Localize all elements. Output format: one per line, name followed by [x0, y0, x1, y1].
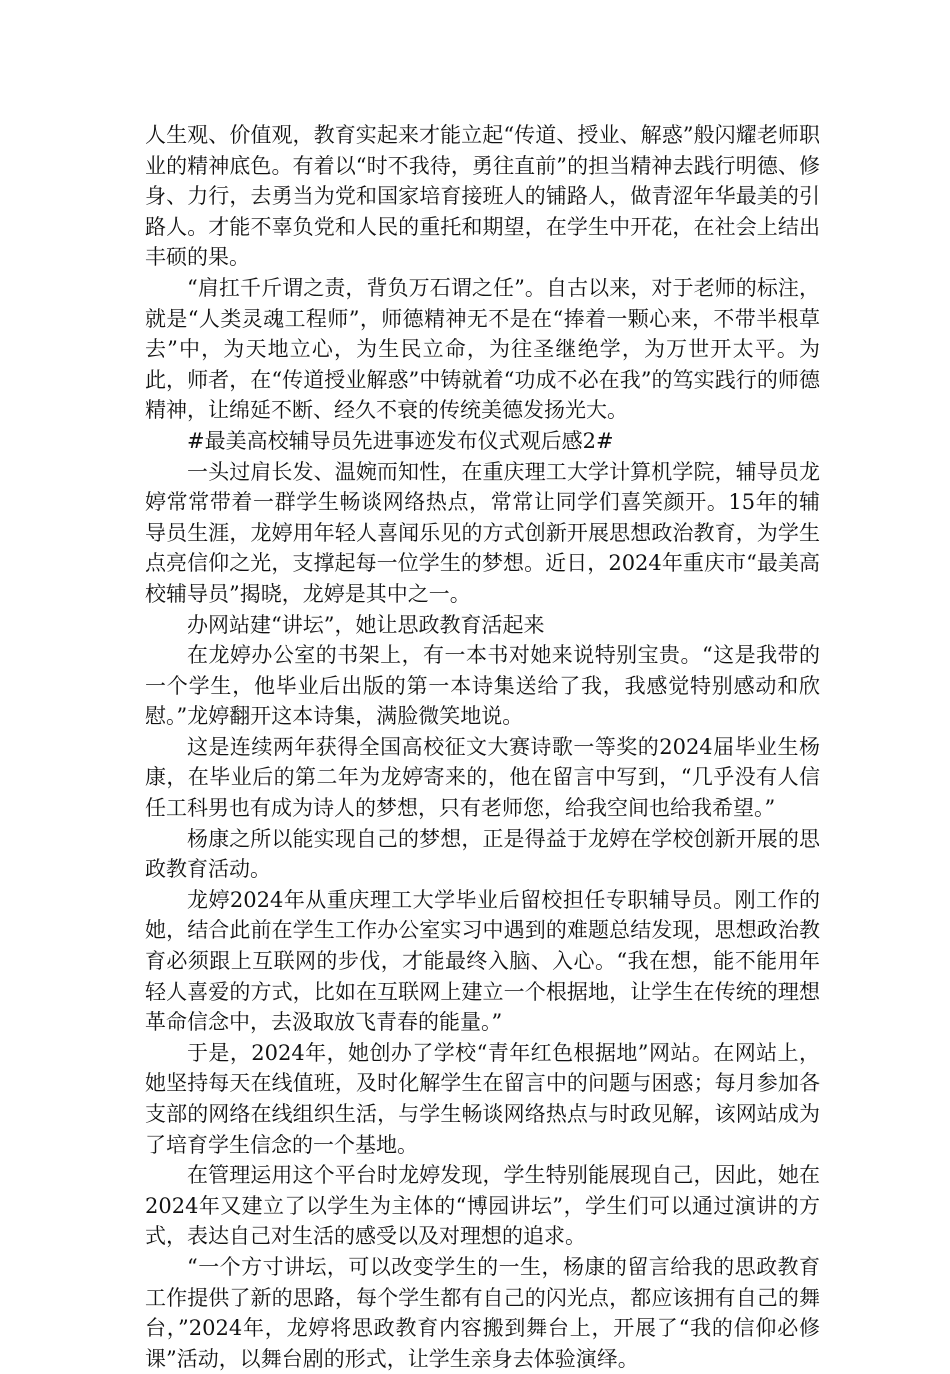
paragraph: 杨康之所以能实现自己的梦想，正是得益于龙婷在学校创新开展的思政教育活动。	[145, 826, 820, 882]
paragraph: 在龙婷办公室的书架上，有一本书对她来说特别宝贵。“这是我带的一个学生，他毕业后出版的第一本诗集送给了我，我感觉特别感动和欣慰。”龙婷翻开这本诗集，满脸微笑地说。	[145, 643, 820, 729]
paragraph: 龙婷2024年从重庆理工大学毕业后留校担任专职辅导员。刚工作的她，结合此前在学生工作办公室实习中遇到的难题总结发现，思想政治教育必须跟上互联网的步伐，才能最终入脑、入心。“我在想，能不能用年轻人喜爱的方式，比如在互联网上建立一个根据地，让学生在传统的理想革命信念中，去汲取放飞青春的能量。”	[145, 887, 820, 1035]
paragraph: “一个方寸讲坛，可以改变学生的一生，杨康的留言给我的思政教育工作提供了新的思路，每个学生都有自己的闪光点，都应该拥有自己的舞台，”2024年，龙婷将思政教育内容搬到舞台上，开展了“我的信仰必修课”活动，以舞台剧的形式，让学生亲身去体验演绎。	[145, 1254, 820, 1371]
paragraph: 人生观、价值观，教育实起来才能立起“传道、授业、解惑”般闪耀老师职业的精神底色。有着以“时不我待，勇往直前”的担当精神去践行明德、修身、力行，去勇当为党和国家培育接班人的铺路人，做青涩年华最美的引路人。才能不辜负党和人民的重托和期望，在学生中开花，在社会上结出丰硕的果。	[145, 123, 820, 270]
paragraph: 这是连续两年获得全国高校征文大赛诗歌一等奖的2024届毕业生杨康，在毕业后的第二年为龙婷寄来的，他在留言中写到，“几乎没有人信任工科男也有成为诗人的梦想，只有老师您，给我空间也给我希望。”	[145, 734, 820, 821]
paragraph: 一头过肩长发、温婉而知性，在重庆理工大学计算机学院，辅导员龙婷常常带着一群学生畅谈网络热点，常常让同学们喜笑颜开。15年的辅导员生涯，龙婷用年轻人喜闻乐见的方式创新开展思想政治教育，为学生点亮信仰之光，支撑起每一位学生的梦想。近日，2024年重庆市“最美高校辅导员”揭晓，龙婷是其中之一。	[145, 459, 820, 606]
subheading: 办网站建“讲坛”，她让思政教育活起来	[187, 612, 545, 637]
paragraph: “肩扛千斤谓之责，背负万石谓之任”。自古以来，对于老师的标注，就是“人类灵魂工程师”，师德精神无不是在“捧着一颗心来，不带半根草去”中，为天地立心，为生民立命，为往圣继绝学，为万世开太平。为此，师者，在“传道授业解惑”中铸就着“功成不必在我”的笃实践行的师德精神，让绵延不断、经久不衰的传统美德发扬光大。	[145, 275, 820, 423]
section-heading: #最美高校辅导员先进事迹发布仪式观后感2#	[187, 428, 614, 453]
paragraph: 于是，2024年，她创办了学校“青年红色根据地”网站。在网站上，她坚持每天在线值班，及时化解学生在留言中的问题与困惑；每月参加各支部的网络在线组织生活，与学生畅谈网络热点与时政见解，该网站成为了培育学生信念的一个基地。	[145, 1040, 820, 1157]
paragraph: 在管理运用这个平台时龙婷发现，学生特别能展现自己，因此，她在2024年又建立了以学生为主体的“博园讲坛”，学生们可以通过演讲的方式，表达自己对生活的感受以及对理想的追求。	[145, 1163, 820, 1249]
document-body	[145, 120, 820, 1374]
